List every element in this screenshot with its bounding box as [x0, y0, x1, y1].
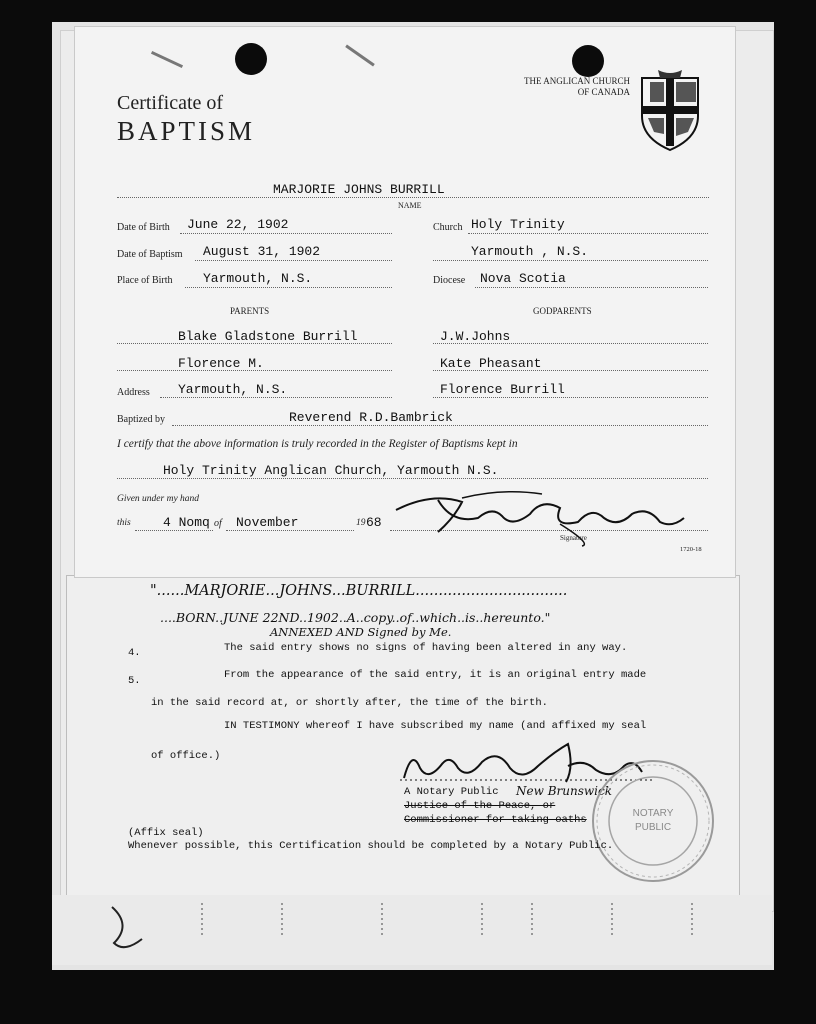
- item-5-number: 5.: [128, 675, 141, 687]
- mother-line: [117, 370, 392, 371]
- name-line: [117, 197, 709, 198]
- church-line: [468, 233, 708, 234]
- date-of-birth-label: Date of Birth: [117, 222, 170, 233]
- church-value: Holy Trinity: [471, 217, 565, 232]
- baptized-by-line: [172, 425, 708, 426]
- handwritten-annexed-line: ANNEXED AND Signed by Me.: [270, 625, 452, 639]
- church-name-line1: THE ANGLICAN CHURCH: [523, 76, 630, 86]
- item-5-text-a: From the appearance of the said entry, it is an original entry made: [224, 669, 647, 681]
- baptized-by-value: Reverend R.D.Bambrick: [289, 410, 453, 425]
- rector-signature: [392, 488, 692, 550]
- date-of-birth-line: [180, 233, 392, 234]
- address-label: Address: [117, 387, 150, 398]
- godparent-3-line: [433, 397, 708, 398]
- diocese-label: Diocese: [433, 275, 466, 286]
- diocese-value: Nova Scotia: [480, 271, 566, 286]
- handwritten-born-line: ....BORN..JUNE 22ND..1902..A..copy..of..which..is..hereunto.": [160, 610, 551, 625]
- notary-line-3: Commissioner for taking oaths: [404, 814, 587, 826]
- month-line: [226, 530, 354, 531]
- notary-line-2: Justice of the Peace, or: [404, 800, 556, 812]
- item-5-text-b: in the said record at, or shortly after, the time of the birth.: [151, 697, 548, 709]
- place-of-birth-value: Yarmouth, N.S.: [203, 271, 313, 286]
- place-of-birth-line: [185, 287, 392, 288]
- notary-province-handwritten: New Brunswick: [516, 784, 612, 798]
- affix-seal: (Affix seal): [128, 827, 204, 839]
- bottom-strip-marks: [52, 895, 772, 965]
- register-line: [117, 478, 708, 479]
- place-of-birth-label: Place of Birth: [117, 275, 173, 286]
- item-4-number: 4.: [128, 647, 141, 659]
- day-line: [135, 530, 213, 531]
- this-label: this: [117, 518, 131, 528]
- notary-seal: [588, 756, 718, 886]
- date-of-baptism-value: August 31, 1902: [203, 244, 321, 259]
- mother-name: Florence M.: [178, 356, 264, 371]
- date-of-birth-value: June 22, 1902: [187, 217, 289, 232]
- godparent-2: Kate Pheasant: [440, 356, 542, 371]
- address-value: Yarmouth, N.S.: [178, 382, 288, 397]
- register-value: Holy Trinity Anglican Church, Yarmouth N.S.: [163, 463, 499, 478]
- whenever-note: Whenever possible, this Certification should be completed by a Notary Public.: [128, 840, 614, 852]
- item-4-text: The said entry shows no signs of having been altered in any way.: [224, 642, 628, 654]
- person-name: MARJORIE JOHNS BURRILL: [273, 182, 445, 197]
- punch-hole-left: [235, 43, 267, 75]
- father-name: Blake Gladstone Burrill: [178, 329, 358, 344]
- address-line: [160, 397, 392, 398]
- of-label: of: [214, 518, 222, 529]
- testimony-text-b: of office.): [151, 750, 221, 762]
- godparent-1-line: [433, 343, 708, 344]
- diocese-line: [475, 287, 708, 288]
- church-name: [492, 76, 630, 98]
- title-small: Certificate of: [117, 92, 224, 114]
- church-label: Church: [433, 222, 463, 233]
- seal-text-2: PUBLIC: [634, 822, 672, 833]
- form-number: 1720-18: [680, 546, 702, 553]
- church-name-line2: OF CANADA: [577, 87, 630, 97]
- godparent-3: Florence Burrill: [440, 382, 565, 397]
- godparent-2-line: [433, 370, 708, 371]
- date-of-baptism-line: [195, 260, 392, 261]
- year-prefix: 19: [356, 518, 366, 528]
- baptized-by-label: Baptized by: [117, 414, 166, 425]
- church-place-value: Yarmouth , N.S.: [471, 244, 589, 259]
- seal-text-1: NOTARY: [632, 808, 674, 819]
- day-value: 4 Nomq: [163, 515, 210, 530]
- certify-statement: I certify that the above information is truly recorded in the Register of Baptisms kept in: [117, 438, 518, 450]
- date-of-baptism-label: Date of Baptism: [117, 249, 183, 260]
- punch-hole-right: [572, 45, 604, 77]
- godparent-1: J.W.Johns: [440, 329, 511, 344]
- church-place-line: [433, 260, 708, 261]
- notary-line-1: A Notary Public: [404, 786, 499, 798]
- signature-label: Signature: [560, 534, 587, 542]
- church-shield-logo: [640, 70, 700, 152]
- name-label: NAME: [398, 201, 422, 210]
- testimony-text-a: IN TESTIMONY whereof I have subscribed my name (and affixed my seal: [224, 720, 647, 732]
- month-value: November: [236, 515, 299, 530]
- godparents-heading: GODPARENTS: [533, 306, 592, 316]
- parents-heading: PARENTS: [230, 306, 270, 316]
- given-label: Given under my hand: [117, 494, 200, 504]
- handwritten-name-line: "......MARJORIE...JOHNS...BURRILL.................................: [150, 583, 568, 599]
- father-line: [117, 343, 392, 344]
- title-big: BAPTISM: [117, 116, 256, 146]
- year-value: 68: [366, 515, 382, 530]
